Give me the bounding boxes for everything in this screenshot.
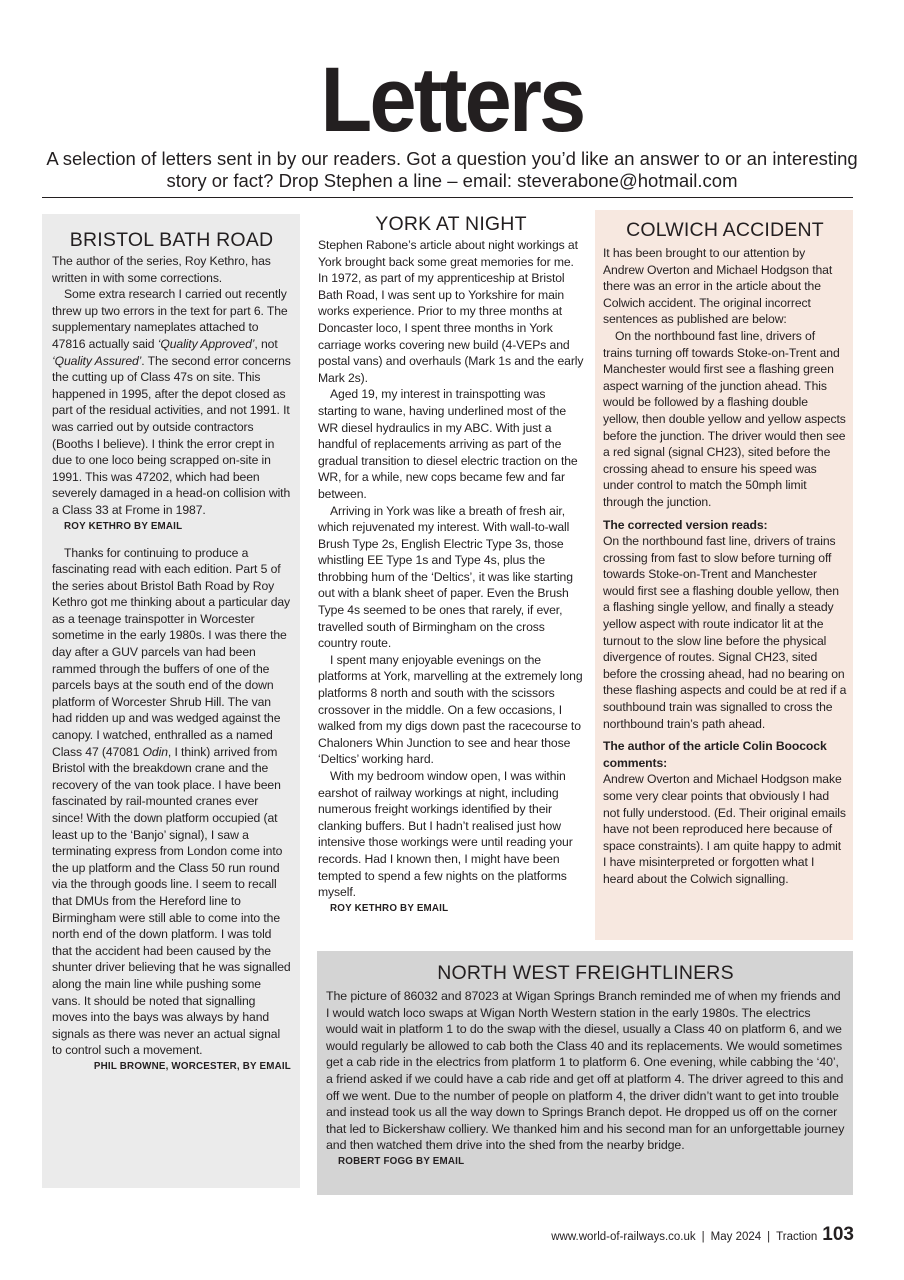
letter-north-west-freightliners [317,951,853,1195]
subheading-author-comments: The author of the article Colin Boocock comments: [603,739,827,770]
letter-heading: YORK AT NIGHT [375,213,527,235]
letter-signature: PHIL BROWNE, WORCESTER, BY EMAIL [93,1060,291,1072]
letter-paragraph: Arriving in York was like a breath of fresh air, which rejuvenated my interest. With wall-to-wall Brush Type 2s, English Electric Type 3s, those whistling EE Type 1s and Type 4s, plus the throbbing hum of the ‘Deltics’, it was like starting out with a blank sheet of paper. Even the Brush Type 4s seemed to be ones that rarely, if ever, travelled south of Birmingham on the cross country route. [318,503,573,651]
footer-issue: May 2024 [710,1231,762,1243]
footer-magazine: Traction [776,1231,818,1243]
footer-separator: | [767,1231,771,1243]
letter-signature: ROBERT FOGG BY EMAIL [338,1155,465,1167]
subheading-corrected-version: The corrected version reads: [603,517,768,532]
italic-quote: ‘Quality Assured’ [52,353,142,368]
letter-intro: The author of the series, Roy Kethro, has written in with some corrections. [52,254,271,285]
letter-heading: BRISTOL BATH ROAD [69,229,274,251]
footer-website: www.world-of-railways.co.uk [551,1231,696,1243]
page-footer [551,1224,854,1246]
text-run: , I think) arrived from Bristol with the breakdown crane and the recovery of the van took place. I have been fascinated by rail-mounted cranes ever since! With the down platform occupied (at least up to the ‘Banjo’ signal), I saw a terminating express from London come into the up platform and the Class 50 run round via the through goods line. I seem to recall that DMUs from the Hereford line to Birmingham were still able to come into the north end of the down platform. I was told that the accident had been caused by the shunter driver believing that he was signalled along the main line while pushing some vans. It should be noted that signalling moves into the bays was always by hand signals as there was never an actual signal to control such a movement. [52,744,291,1058]
letter-paragraph: The picture of 86032 and 87023 at Wigan Springs Branch reminded me of when my friends and I would watch loco swaps at Wigan North Western station in the early 1980s. The electrics would wait in platform 1 to do the swap with the diesel, usually a Class 40 on platform 6, and we would regularly be allowed to cab both the Class 40 and its replacements. We would sometimes get a cab ride in the electrics from platform 1 to platform 6. One evening, while cabbing the ‘40’, a friend asked if we could have a cab ride and get off at platform 4. The driver agreed to this and off we went. Due to the number of people on platform 4, the driver didn’t want to get into trouble and instead took us all the way down to Springs Branch depot. He dropped us off on the corner that led to Bickershaw colliery. We thanked him and his second man for an unforgettable journey and then watched them drive into the shed from the nearby bridge. [326,989,845,1153]
letter-signature: ROY KETHRO BY EMAIL [64,520,183,532]
text-run: Some extra research I carried out recently threw up two errors in the text for part 6. The supplementary nameplates attached to 47816 actually said [52,287,288,351]
letter-body [52,253,291,1075]
letter-colwich-accident [595,210,853,940]
header-divider [42,197,853,198]
text-run: Thanks for continuing to produce a fascinating read with each edition. Part 5 of the series about Bristol Bath Road by Roy Kethro got me thinking about a particular day as a teenage trainspotter in Worcester sometime in the early 1980s. I was there the day after a GUV parcels van had been rammed through the buffers of one of the parcels bays at the south end of the down platform of Worcester Shrub Hill. The van had ridden up and was wedged against the canopy. I watched, enthralled as a named Class 47 (47081 [52,545,291,759]
text-run: , not [254,336,278,351]
letter-paragraph: It has been brought to our attention by Andrew Overton and Michael Hodgson that there was an error in the article about the Colwich accident. The original incorrect sentences as published are below: [603,246,833,327]
standfirst: A selection of letters sent in by our readers. Got a question you’d like an answer to or an interesting story or fact? Drop Stephen a line – email: steverabone@hotmail.com [46,148,858,191]
letter-paragraph [52,545,291,1059]
italic-quote: ‘Quality Approved’ [157,336,255,351]
letter-paragraph: On the northbound fast line, drivers of trains crossing from fast to slow before turning off towards Stoke-on-Trent and Manchester would first see a flashing double yellow, then a flashing single yellow, and finally a steady yellow aspect with route indicator lit at the turnout to the slow line before the physical divergence of routes. Signal CH23, sited before the crossing ahead, had no bearing on these flashing aspects and could be at red if a southbound train was signalled to cross the northbound train’s path ahead. [603,534,847,731]
letter-heading: COLWICH ACCIDENT [626,219,824,241]
letter-paragraph: Andrew Overton and Michael Hodgson make some very clear points that obviously I had not fully understood. (Ed. Their original emails have not been reproduced here because of space constraints). I am quite happy to admit I have misinterpreted or forgotten what I heard about the Colwich signalling. [603,772,846,886]
letter-heading: NORTH WEST FREIGHTLINERS [437,962,734,984]
letter-paragraph [52,286,291,518]
letter-paragraph: Stephen Rabone’s article about night workings at York brought back some great memories for me. In 1972, as part of my apprenticeship at Bristol Bath Road, I was sent up to Yorkshire for main works experience. Prior to my three months at Doncaster loco, I spent three months in York carriage works covering new build (4-VEPs and postal vans) and overhauls (Mark 1s and the early Mark 2s). [318,238,584,385]
italic-loco-name: Odin [142,744,168,759]
letter-york-at-night [312,210,590,940]
letter-paragraph: Aged 19, my interest in trainspotting was starting to wane, having underlined most of the WR diesel hydraulics in my ABC. With just a handful of replacements arriving as part of the gradual transition to diesel electric traction on the WR, for a while, new cops became few and far between. [318,387,578,501]
letter-body [318,237,584,917]
letter-body [326,988,845,1170]
footer-separator: | [701,1231,705,1243]
page-header [0,49,904,192]
letter-signature: ROY KETHRO BY EMAIL [330,902,449,914]
letter-body [603,245,847,888]
letter-paragraph: With my bedroom window open, I was within earshot of railway workings at night, including numerous freight workings identified by their clanking buffers. But I hadn’t realised just how intensive those workings were until reading your records. Had I known then, I might have been tempted to spend a few nights on the platforms myself. [318,769,573,900]
letter-bristol-bath-road [42,214,300,1188]
page-title: Letters [320,49,584,151]
text-run: . The second error concerns the cutting up of Class 47s on site. This happened in 1995, after the depot closed as part of the residual activities, and not 1991. It was carried out by outside contractors (Booths I believe). I think the error crept in due to one loco being scrapped on-site in 1991. This was 47202, which had been severely damaged in a head-on collision with a Class 33 at Frome in 1987. [52,353,291,517]
letter-paragraph: On the northbound fast line, drivers of trains turning off towards Stoke-on-Trent and Manchester would first see a flashing green aspect warning of the junction ahead. This would be followed by a flashing double yellow, then double yellow and yellow aspects before the junction. The driver would then see a red signal (signal CH23), sited before the crossing ahead to ensure his speed was under control to match the 50mph limit through the junction. [603,328,846,509]
letter-paragraph: I spent many enjoyable evenings on the platforms at York, marvelling at the extremely long platforms 8 north and south with the scissors crossover in the middle. On a few occasions, I walked from my digs down past the racecourse to Chaloners Whin Junction to see and hear those ‘Deltics’ working hard. [318,652,583,767]
page-number: 103 [822,1224,854,1245]
